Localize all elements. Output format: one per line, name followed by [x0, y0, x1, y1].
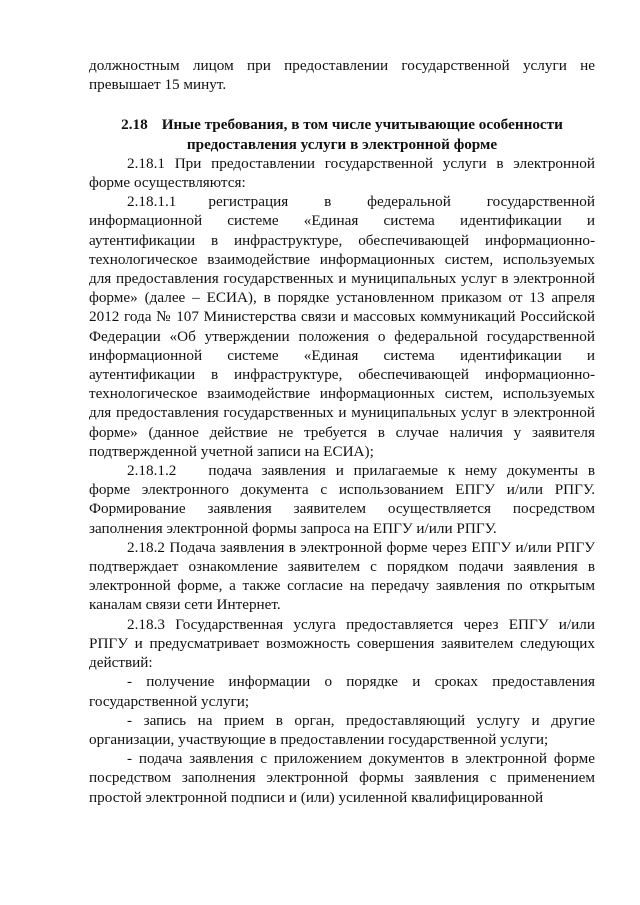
paragraph-2-18-2	[89, 538, 595, 615]
paragraph-text: Подача заявления в электронной форме через ЕПГУ и/или РПГУ подтверждает ознакомление заявителем с порядком подачи заявления в электронной форме, а также согласие на передачу заявления по открытым каналам связи сети Интернет.	[89, 538, 596, 614]
paragraph-text: При предоставлении государственной услуги в электронной форме осуществляются:	[89, 154, 595, 192]
list-item: - запись на прием в орган, предоставляющий услугу и другие организации, участвующие в предоставлении государственной услуги;	[89, 711, 595, 748]
paragraph-text: Государственная услуга предоставляется через ЕПГУ и/или РПГУ и предусматривает возможность совершения заявителем следующих действий:	[89, 615, 595, 672]
paragraph-number: 2.18.1	[127, 154, 165, 172]
section-title-line2: предоставления услуги в электронной форме	[186, 135, 498, 153]
section-heading	[89, 115, 595, 153]
section-title-line1: Иные требования, в том числе учитывающие особенности	[161, 116, 563, 134]
paragraph-text: регистрация в федеральной государственной информационной системе «Единая система идентификации и аутентификации в инфраструктуре, обеспечивающей информационно-технологическое взаимодействие информационных систем, используемых для предоставления государственных и муниципальных услуг в электронной форме» (далее – ЕСИА), в порядке установленном приказом от 13 апреля 2012 года № 107 Министерства связи и массовых коммуникаций Российской Федерации «Об утверждении положения о федеральной государственной информационной системе «Единая система идентификации и аутентификации в инфраструктуре, обеспечивающей информационно-технологическое взаимодействие информационных систем, используемых для предоставления государственных и муниципальных услуг в электронной форме» (данное действие не требуется в случае наличия у заявителя подтвержденной учетной записи на ЕСИА);	[89, 193, 595, 460]
paragraph-2-18-1-1	[89, 192, 595, 461]
paragraph-number: 2.18.1.1	[127, 193, 177, 211]
paragraph-text: подача заявления и прилагаемые к нему документы в форме электронного документа с использованием ЕПГУ и/или РПГУ. Формирование заявления заявителем осуществляется посредством заполнения электронной формы запроса на ЕПГУ и/или РПГУ.	[89, 462, 595, 537]
paragraph-number: 2.18.1.2	[127, 462, 177, 480]
document-page	[89, 56, 595, 807]
paragraph-number: 2.18.2	[127, 538, 165, 556]
section-number: 2.18	[121, 116, 148, 134]
lead-paragraph: должностным лицом при предоставлении государственной услуги не превышает 15 минут.	[89, 57, 595, 94]
paragraph-2-18-1-2	[89, 461, 595, 538]
list-item: - подача заявления с приложением документов в электронной форме посредством заполнения электронной формы заявления с применением простой электронной подписи и (или) усиленной квалифицированной	[89, 750, 595, 806]
paragraph-number: 2.18.3	[127, 615, 165, 633]
paragraph-2-18-3	[89, 615, 595, 673]
paragraph-2-18-1	[89, 154, 595, 192]
list-item: - получение информации о порядке и сроках предоставления государственной услуги;	[89, 673, 595, 710]
